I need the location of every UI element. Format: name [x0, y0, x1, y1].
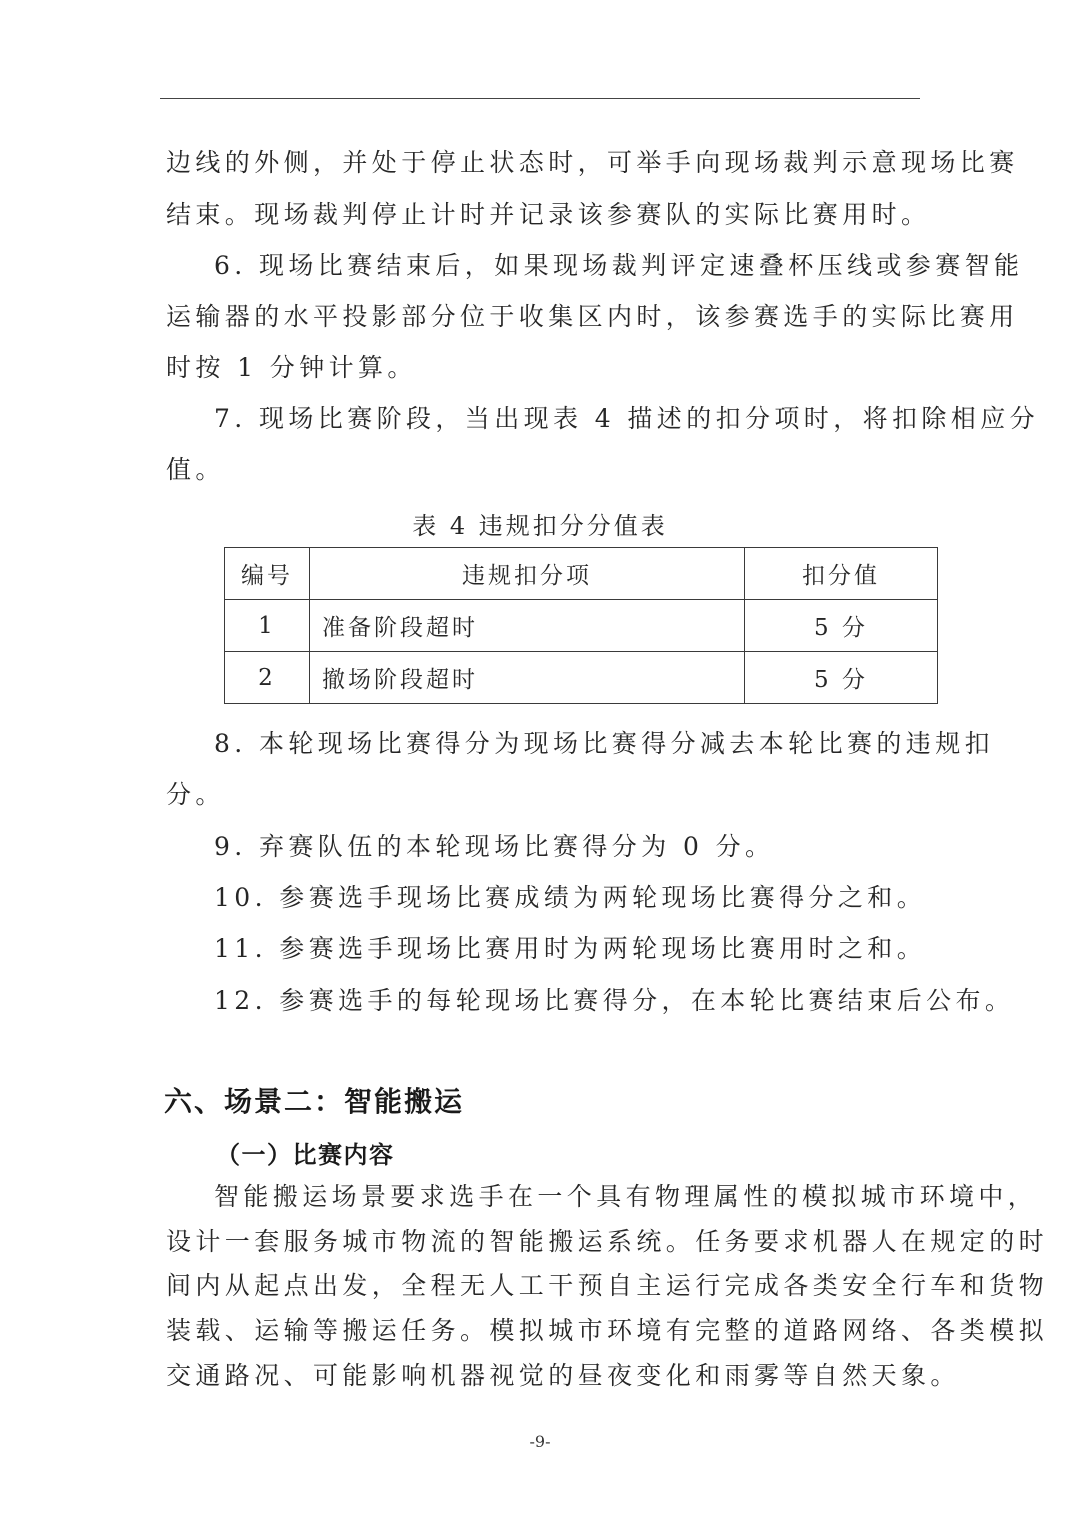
- table-header-row: [225, 548, 938, 600]
- section-subheading: （一）比赛内容: [216, 1141, 395, 1169]
- table-cell: 1: [225, 600, 310, 652]
- table-cell: 撤场阶段超时: [310, 652, 745, 704]
- paragraph-line: 运输器的水平投影部分位于收集区内时，该参赛选手的实际比赛用: [166, 302, 1019, 331]
- rule-line: 9. 弃赛队伍的本轮现场比赛得分为 0 分。: [214, 832, 775, 861]
- paragraph-line: 边线的外侧，并处于停止状态时，可举手向现场裁判示意现场比赛: [166, 148, 1019, 177]
- table-header-cell: 编号: [225, 548, 310, 600]
- rule-line: 10. 参赛选手现场比赛成绩为两轮现场比赛得分之和。: [214, 883, 927, 912]
- table-cell: 5 分: [745, 600, 938, 652]
- table-row: [225, 600, 938, 652]
- table-cell: 5 分: [745, 652, 938, 704]
- paragraph-line: 7. 现场比赛阶段，当出现表 4 描述的扣分项时，将扣除相应分: [214, 404, 1040, 433]
- body-line: 交通路况、可能影响机器视觉的昼夜变化和雨雾等自然天象。: [166, 1361, 960, 1390]
- section-heading: 六、场景二：智能搬运: [164, 1085, 465, 1118]
- paragraph-line: 结束。现场裁判停止计时并记录该参赛队的实际比赛用时。: [166, 200, 931, 229]
- page-number: -9-: [529, 1432, 551, 1451]
- table-cell: 2: [225, 652, 310, 704]
- paragraph-line: 值。: [166, 455, 225, 484]
- table-cell: 准备阶段超时: [310, 600, 745, 652]
- paragraph-line: 6. 现场比赛结束后，如果现场裁判评定速叠杯压线或参赛智能: [214, 251, 1024, 280]
- body-line: 装载、运输等搬运任务。模拟城市环境有完整的道路网络、各类模拟: [166, 1316, 1049, 1345]
- body-line: 设计一套服务城市物流的智能搬运系统。任务要求机器人在规定的时: [166, 1227, 1049, 1256]
- table-header-cell: 扣分值: [745, 548, 938, 600]
- rule-line: 12. 参赛选手的每轮现场比赛得分，在本轮比赛结束后公布。: [214, 986, 1015, 1015]
- body-line: 智能搬运场景要求选手在一个具有物理属性的模拟城市环境中，: [214, 1182, 1038, 1211]
- table-caption: 表 4 违规扣分分值表: [412, 512, 668, 540]
- header-rule: [160, 98, 920, 99]
- rule-line: 分。: [166, 780, 225, 809]
- rule-line: 11. 参赛选手现场比赛用时为两轮现场比赛用时之和。: [214, 934, 927, 963]
- rule-line: 8. 本轮现场比赛得分为现场比赛得分减去本轮比赛的违规扣: [214, 729, 995, 758]
- table-row: [225, 652, 938, 704]
- table-header-cell: 违规扣分项: [310, 548, 745, 600]
- body-line: 间内从起点出发，全程无人工干预自主运行完成各类安全行车和货物: [166, 1271, 1049, 1300]
- penalty-table: [224, 547, 938, 704]
- paragraph-line: 时按 1 分钟计算。: [166, 353, 417, 382]
